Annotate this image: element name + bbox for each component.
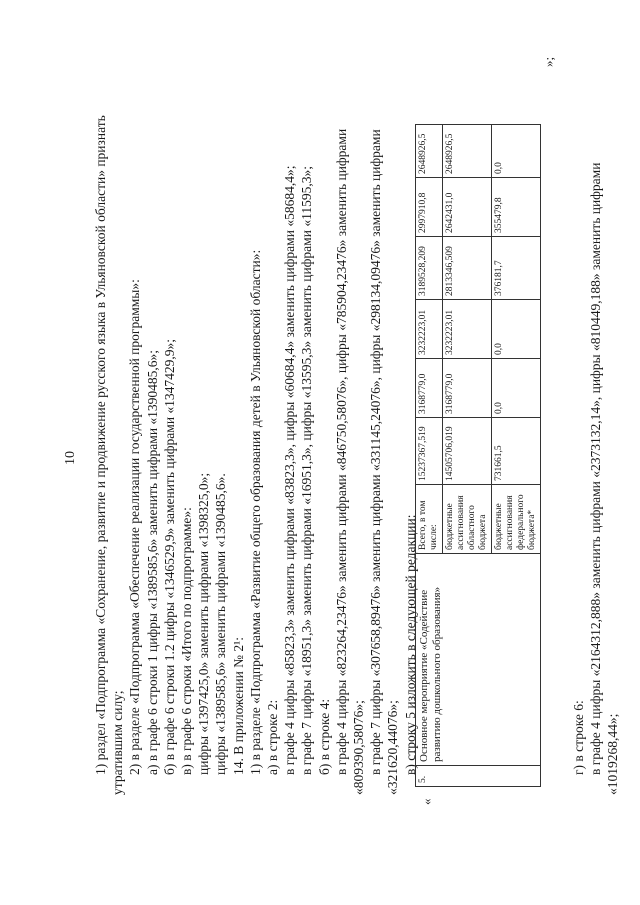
value-cell: 3232223,01	[443, 300, 492, 359]
text-line: в графе 4 цифры «823264,23476» заменить цифрами «846750,58076», цифры «785904,23476» заменить цифрами	[333, 128, 349, 775]
text-line: а) в строке 2:	[265, 699, 281, 775]
value-cell: 2648926,5	[443, 125, 492, 178]
text-line: б) в строке 4:	[316, 698, 332, 775]
text-line: «321620,44076»;	[385, 700, 401, 795]
text-line: 2) в разделе «Подпрограмма «Обеспечение реализации государственной программы»:	[127, 279, 143, 775]
table-row	[416, 125, 443, 787]
close-quote: »;	[541, 56, 556, 67]
label-cell: Всего, в том числе:	[416, 485, 443, 554]
value-cell: 2813346,509	[443, 237, 492, 300]
body-text-top	[92, 55, 419, 795]
value-cell: 2648926,5	[416, 125, 443, 178]
value-cell: 14505706,019	[443, 418, 492, 485]
body-text-bottom	[570, 55, 622, 795]
value-cell: 2997910,8	[416, 178, 443, 237]
row5-table	[415, 124, 541, 787]
text-line: в) в графе 6 строки «Итого по подпрограмме»:	[179, 507, 195, 775]
text-line: 14. В приложении № 2¹:	[230, 637, 246, 775]
text-line: 1) раздел «Подпрограмма «Сохранение, развитие и продвижение русского языка в Ульяновской области» признать	[93, 115, 108, 775]
value-cell: 0,0	[492, 359, 541, 418]
text-line: б) в графе 6 строки 1.2 цифры «1346529,9» заменить цифрами «1347429,9»;	[161, 338, 177, 775]
text-line: в графе 7 цифры «307658,89476» заменить цифрами «331145,24076», цифры «298134,09476» заменить цифрами	[368, 129, 384, 775]
value-cell: 3232223,01	[416, 300, 443, 359]
value-cell: 3189528,209	[416, 237, 443, 300]
text-line: цифры «1389585,6» заменить цифрами «1390485,6».	[213, 473, 229, 775]
text-line: «1019268,44»;	[605, 713, 621, 795]
text-line: в графе 4 цифры «85823,3» заменить цифрами «83823,3», цифры «60684,4» заменить цифрами «58684,4»;	[282, 165, 298, 775]
text-line: утратившим силу;	[110, 690, 126, 795]
row-number-cell: 5.	[416, 766, 541, 787]
event-cell: Основное мероприятие «Содействие развитию дошкольного образования»	[416, 554, 541, 766]
value-cell: 3168779,0	[416, 359, 443, 418]
value-cell: 355479,8	[492, 178, 541, 237]
text-line: в) строку 5 изложить в следующей редакции:	[402, 514, 418, 775]
page-number: 10	[63, 451, 78, 465]
value-cell: 731661,5	[492, 418, 541, 485]
label-cell: бюджетные ассигнования федерального бюджета*	[492, 485, 541, 554]
text-line: г) в строке 6:	[571, 700, 586, 775]
value-cell: 2642431,0	[443, 178, 492, 237]
value-cell: 376181,7	[492, 237, 541, 300]
value-cell: 0,0	[492, 125, 541, 178]
label-cell: бюджетные ассигнования областного бюджета	[443, 485, 492, 554]
value-cell: 15237367,519	[416, 418, 443, 485]
text-line: в графе 4 цифры «2164312,888» заменить цифрами «2373132,14», цифры «810449,188» заменить цифрами	[588, 162, 604, 775]
text-line: а) в графе 6 строки 1 цифры «1389585,6» заменить цифрами «1390485,6»;	[144, 349, 160, 775]
text-line: цифры «1397425,0» заменить цифрами «1398325,0»;	[196, 472, 212, 775]
value-cell: 3168779,0	[443, 359, 492, 418]
text-line: 1) в разделе «Подпрограмма «Развитие общего образования детей в Ульяновской области»:	[247, 249, 263, 775]
text-line: в графе 7 цифры «18951,3» заменить цифрами «16951,3», цифры «13595,3» заменить цифрами «11595,3»;	[299, 166, 315, 775]
text-line: «809390,58076»;	[351, 700, 367, 795]
value-cell: 0,0	[492, 300, 541, 359]
open-quote: «	[419, 798, 434, 805]
